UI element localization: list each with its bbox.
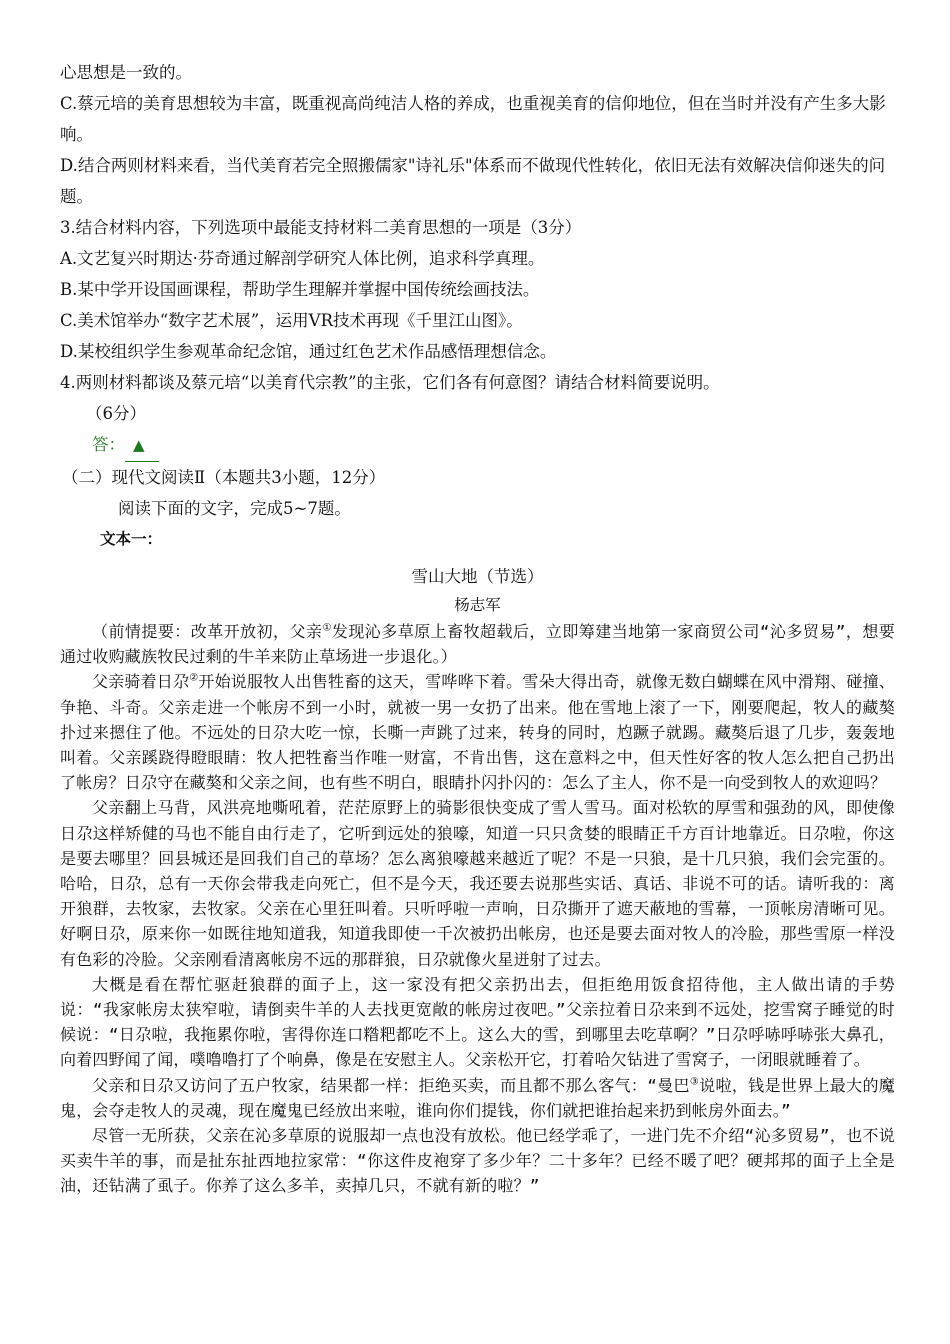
section-instruction: 阅读下面的文字，完成5~7题。 xyxy=(118,499,351,518)
article-paragraph-3: 父亲翻上马背，风洪亮地嘶吼着，茫茫原野上的骑影很快变成了雪人雪马。面对松软的厚雪和强劲的风，即使像日尕这样矫健的马也不能自由行走了，它听到远处的狼嚎，知道一只只贪婪的眼睛正千方百计地靠近。日尕啦，你这是要去哪里？回县城还是回我们自己的草场？怎么离狼嚎越来越近了呢？不是一只狼，是十几只狼，我们会完蛋的。哈哈，日尕，总有一天你会带我走向死亡，但不是今天，我还要去说那些实话、真话、非说不可的话。请听我的：离开狼群，去牧家，去牧家。父亲在心里狂叫着。只听呼啦一声响，日尕撕开了遮天蔽地的雪幕，一顶帐房清晰可见。好啊日尕，原来你一如既往地知道我，知道我即使一千次被扔出帐房，也还是要去面对牧人的冷脸，那些雪原一样没有色彩的冷脸。父亲刚看清离帐房不远的那群狼，日尕就像火星迸射了过去。 xyxy=(60,798,895,969)
answer-area xyxy=(60,429,895,462)
question-3-stem: 3.结合材料内容，下列选项中最能支持材料二美育思想的一项是（3分） xyxy=(60,218,582,237)
footnote-marker-3: ③ xyxy=(689,1076,700,1088)
text-one-label: 文本一： xyxy=(100,530,163,548)
footnote-marker-1: ① xyxy=(322,622,332,634)
option-b-continuation: 心思想是一致的。 xyxy=(60,63,192,82)
article-paragraph-5: 父亲和日尕又访问了五户牧家，结果都一样：拒绝买卖，而且都不那么客气：“曼巴③说啦，钱是世界上最大的魔鬼，会夺走牧人的灵魂，现在魔鬼已经放出来啦，谁向你们提钱，你们就把谁抬起来扔到帐房外面去。” xyxy=(60,1075,895,1120)
article-paragraph-2: 父亲骑着日尕②开始说服牧人出售牲畜的这天，雪哗哗下着。雪朵大得出奇，就像无数白蝴蝶在风中滑翔、碰撞、争艳、斗奇。父亲走进一个帐房不到一小时，就被一男一女扔了出来。他在雪地上滚了一下，刚要爬起，牧人的藏獒扑过来摁住了他。不远处的日尕大吃一惊，长嘶一声跳了过来，转身的同时，尥蹶子就踢。藏獒后退了几步，轰轰地叫着。父亲蹊跷得瞪眼睛：牧人把牲畜当作唯一财富，不肯出售，这在意料之中，但天性好客的牧人怎么把自己扔出了帐房？日尕守在藏獒和父亲之间，也有些不明白，眼睛扑闪扑闪的：怎么了主人，你不是一向受到牧人的欢迎吗？ xyxy=(60,672,895,793)
article-author: 杨志军 xyxy=(454,596,501,614)
option-d: D.结合两则材料来看，当代美育若完全照搬儒家"诗礼乐"体系而不做现代性转化，依旧无法有效解决信仰迷失的问题。 xyxy=(60,156,886,206)
article-paragraph-4: 大概是看在帮忙驱赶狼群的面子上，这一家没有把父亲扔出去，但拒绝用饭食招待他，主人做出请的手势说：“我家帐房太狭窄啦，请倒卖牛羊的人去找更宽敞的帐房过夜吧。”父亲拉着日尕来到不远处，挖雪窝子睡觉的时候说：“日尕啦，我拖累你啦，害得你连口糌粑都吃不上。这么大的雪，到哪里去吃草啊？”日尕呼哧呼哧张大鼻孔，向着四野闻了闻，噗噜噜打了个响鼻，像是在安慰主人。父亲松开它，打着哈欠钻进了雪窝子，一闭眼就睡着了。 xyxy=(60,974,895,1070)
article-paragraph-1: （前情提要：改革开放初，父亲①发现沁多草原上畜牧超载后，立即筹建当地第一家商贸公司“沁多贸易”，想要通过收购藏族牧民过剩的牛羊来防止草场进一步退化。） xyxy=(60,622,895,667)
answer-label: 答： xyxy=(92,435,125,454)
answer-triangle-icon: ▲ xyxy=(125,430,159,462)
article-paragraph-6: 尽管一无所获，父亲在沁多草原的说服却一点也没有放松。他已经学乖了，一进门先不介绍“沁多贸易”，也不说买卖牛羊的事，而是扯东扯西地拉家常：“你这件皮袍穿了多少年？二十多年？已经不暖了吧？硬邦邦的面子上全是油，还钻满了虱子。你养了这么多羊，卖掉几只，不就有新的啦？” xyxy=(60,1126,895,1196)
question-3-option-a: A.文艺复兴时期达·芬奇通过解剖学研究人体比例，追求科学真理。 xyxy=(60,249,545,268)
document-page xyxy=(60,57,895,1199)
option-c: C.蔡元培的美育思想较为丰富，既重视高尚纯洁人格的养成，也重视美育的信仰地位，但在当时并没有产生多大影响。 xyxy=(60,94,886,144)
section-heading: （二）现代文阅读Ⅱ（本题共3小题，12分） xyxy=(62,468,386,487)
question-4-stem: 4.两则材料都谈及蔡元培“以美育代宗教”的主张，它们各有何意图？请结合材料简要说明。 xyxy=(60,373,720,392)
question-3-option-b: B.某中学开设国画课程，帮助学生理解并掌握中国传统绘画技法。 xyxy=(60,280,540,299)
footnote-marker-2: ② xyxy=(189,673,199,685)
article-title: 雪山大地（节选） xyxy=(411,567,544,586)
question-3-option-d: D.某校组织学生参观革命纪念馆，通过红色艺术作品感悟理想信念。 xyxy=(60,342,557,361)
question-3-option-c: C.美术馆举办“数字艺术展”，运用VR技术再现《千里江山图》。 xyxy=(60,311,523,330)
question-4-score: （6分） xyxy=(86,404,146,423)
